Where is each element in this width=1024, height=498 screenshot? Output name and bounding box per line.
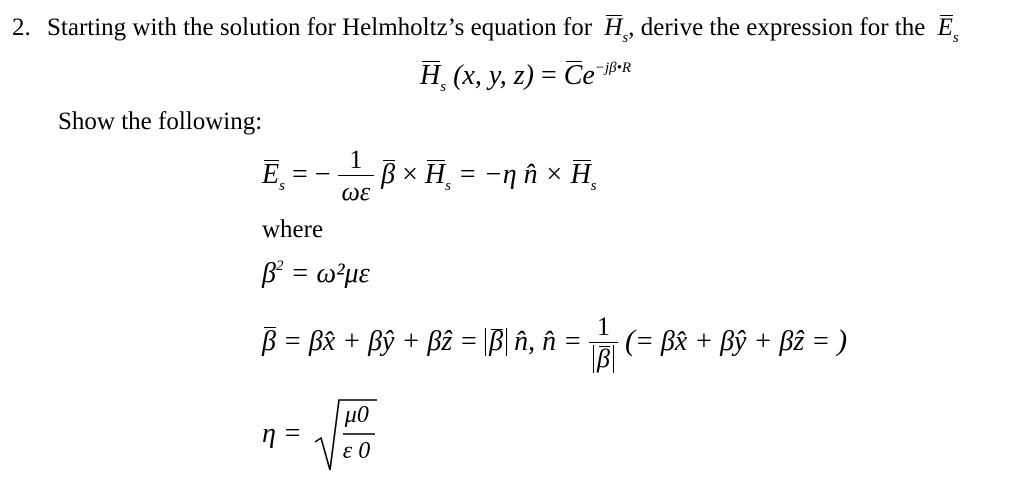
denominator: ωε — [341, 177, 371, 206]
sub-s: s — [590, 177, 597, 194]
beta-vector-equation: β = βx̂ + βŷ + βẑ = β n̂, n̂ = $\frac{1}{\beta}$ (= βx̂ + βŷ + βẑ = ) — [262, 312, 848, 373]
beta-symbol: β — [262, 258, 276, 289]
beta-expansion: = βx̂ + βŷ + βẑ = — [282, 325, 486, 357]
beta-vector: β — [262, 325, 276, 357]
nhat-equals: n̂, n̂ = — [514, 325, 582, 357]
mu0: μ0 — [344, 402, 369, 428]
sub-s: s — [279, 177, 285, 194]
exponent: −jβ•R — [594, 60, 632, 76]
beta-expansion-paren: = βx̂ + βŷ + βẑ = — [634, 325, 838, 357]
eta-equals: η = — [262, 418, 302, 449]
numerator: 1 — [589, 312, 618, 343]
e-symbol: e — [582, 60, 595, 91]
problem-intro-mid: , derive the expression for the — [628, 14, 926, 41]
show-heading: Show the following: — [58, 108, 263, 135]
H-symbol: H — [424, 158, 446, 190]
eps0: ε 0 — [342, 438, 371, 464]
sqrt-icon — [313, 396, 377, 472]
sub-s: s — [445, 177, 451, 194]
xyz-args: (x, y, z) — [453, 60, 534, 91]
beta-vector: β — [381, 158, 396, 190]
problem-number: 2. — [12, 14, 31, 41]
eta-equation — [262, 396, 377, 472]
E-symbol: E — [262, 158, 280, 190]
helmholtz-solution-equation: $H_s$ (x, y, $z) = Ce^{-j\beta•R}$ — [420, 60, 632, 95]
sub-s: s — [622, 30, 629, 46]
beta-squared-equation: $\beta^2 = \omega^2\mu\varepsilon$ — [262, 258, 370, 289]
sub-s: s — [440, 79, 447, 95]
H-symbol: H — [604, 14, 623, 41]
beta-vector: β — [489, 325, 504, 357]
E-symbol: E — [937, 14, 953, 41]
problem-intro: Starting with the solution for Helmholtz’s equation for — [47, 14, 593, 41]
H-symbol: H — [420, 60, 441, 91]
numerator: 1 — [338, 145, 375, 176]
E-field-equation: $E_s$ = − $\frac{1}{\omega\varepsilon}$ $\beta \times H_s = -\eta$ n̂ × $H_s$ — [262, 145, 597, 206]
C-symbol: C — [563, 60, 583, 91]
problem-statement — [12, 14, 959, 47]
fraction-1-over-abs-beta — [589, 312, 618, 375]
H-symbol: H — [570, 158, 591, 190]
beta-vector: β — [596, 344, 610, 373]
sub-s: s — [952, 30, 959, 46]
where-label: where — [262, 216, 324, 243]
beta-squared-rhs: = ω²με — [290, 258, 370, 289]
eta-nhat-cross: = −η n̂ × — [457, 158, 564, 190]
fraction-1-over-omega-eps — [338, 145, 375, 208]
